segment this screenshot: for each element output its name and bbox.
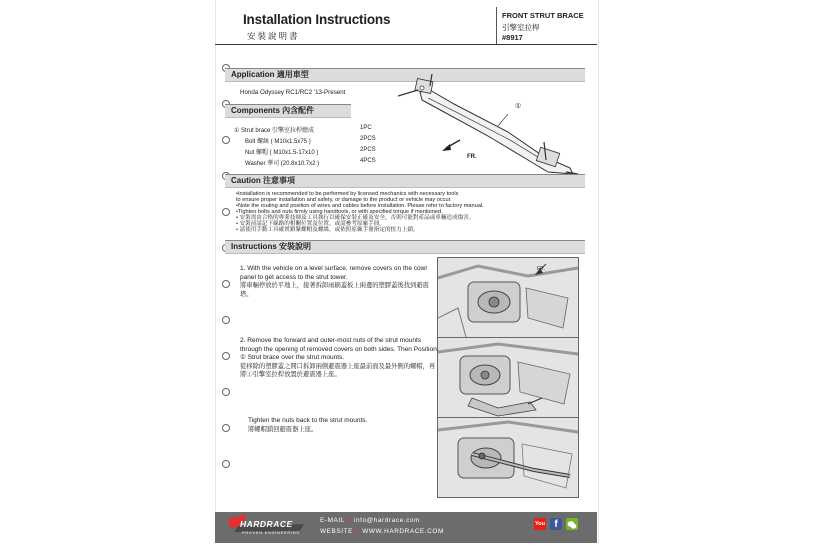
caution-heading: Caution 注意事項: [231, 176, 295, 185]
component-name: Nut 螺帽 ( M10x1.5-17x10 ): [245, 150, 319, 156]
application-vehicle: Honda Odyssey RC1/RC2 '13-Present: [240, 89, 346, 96]
brand-tagline: PROVEN ENGINEERING: [242, 531, 301, 535]
strut-brace-illustration: [398, 64, 582, 184]
header-rule: [215, 44, 597, 45]
hardrace-logo: [228, 514, 308, 545]
facebook-icon[interactable]: f: [550, 518, 562, 530]
step-text: 1. With the vehicle on a level surface, remove covers on the cowl panel to get access to the strut tower.: [240, 265, 427, 281]
product-code: #8917: [502, 33, 523, 42]
component-name: Bolt 螺絲 ( M10x1.5x75 ): [245, 139, 311, 145]
component-qty: 2PCS: [360, 136, 376, 142]
page-title-zh: 安裝說明書: [247, 31, 300, 41]
component-qty: 1PC: [360, 125, 372, 131]
email-link[interactable]: info@hardrace.com: [353, 517, 420, 524]
component-name: Washer 華司 (20.8x10.7x2 ): [245, 161, 320, 167]
brand-name: HARDRACE: [240, 519, 293, 529]
component-qty: 4PCS: [360, 158, 376, 164]
photo-front-label: FR.: [537, 266, 546, 272]
step-1-photo: [437, 257, 579, 338]
website-line: WEBSITE ● WWW.HARDRACE.COM: [320, 528, 444, 535]
youtube-icon[interactable]: You: [534, 518, 546, 530]
step-text-zh: 將車輛停放於平地上，接著拆卸雨刷蓋板上兩邊的塑膠蓋後找到避震塔。: [240, 282, 429, 298]
product-name-zh: 引擎室拉桿: [502, 23, 540, 32]
caution-line: •Tighten bolts and nuts firmly using handtools, or with specified torque if mentioned.: [236, 209, 443, 215]
components-heading: Components 內含配件: [231, 106, 315, 115]
instruction-step-1: [240, 265, 437, 299]
caution-line: • 安裝前請記下線路的相關位置及位置，或請參考原廠手冊。: [236, 221, 385, 227]
caution-line: •Note the routing and position of wires and cables before installation. Please refer to factory manual.: [236, 203, 484, 209]
step-text: 2. Remove the forward and outer-most nuts of the strut mounts through the opening of removed covers on both sides. Then Position ① Strut brace over the strut mounts.: [240, 337, 437, 362]
component-qty: 2PCS: [360, 147, 376, 153]
caution-line: to ensure proper installation and safety, or damage to the product or vehicle may occur.: [236, 197, 452, 203]
step-text-zh: 從移除的塑膠蓋之開口拆卸兩側避震器上座最前面及最外側的螺帽，再將①引擎室拉桿放置於避震器上座。: [240, 362, 436, 379]
wechat-icon[interactable]: [566, 518, 578, 530]
product-name: FRONT STRUT BRACE: [502, 11, 584, 20]
step-text-zh: 將螺帽鎖回避震器上座。: [248, 425, 318, 433]
instruction-step-2: [240, 337, 437, 380]
website-label: WEBSITE: [320, 528, 353, 535]
header-divider: [496, 7, 497, 45]
binder-holes: [220, 64, 232, 494]
instructions-heading: Instructions 安裝說明: [231, 242, 312, 251]
callout-marker: ①: [515, 103, 522, 110]
step-3-photo: [437, 417, 579, 498]
email-line: E-MAIL ● info@hardrace.com: [320, 517, 420, 524]
instruction-step-3: [248, 417, 445, 434]
website-link[interactable]: WWW.HARDRACE.COM: [362, 528, 444, 535]
front-arrow-label: FR.: [467, 154, 477, 160]
component-name: ① Strut brace 引擎室拉桿總成: [234, 128, 315, 134]
caution-line: • 請使用手動工具確實鎖緊螺帽及螺絲，或依照原廠手冊指定的扭力上鎖。: [236, 227, 419, 233]
step-text: Tighten the nuts back to the strut mounts.: [248, 417, 368, 424]
page-title: Installation Instructions: [243, 12, 391, 27]
caution-line: •Installation is recommended to be performed by licensed mechanics with necessary tools: [236, 191, 459, 197]
application-heading: Application 適用車型: [231, 70, 309, 79]
step-2-photo: [437, 337, 579, 418]
email-label: E-MAIL: [320, 517, 345, 524]
caution-line: • 安裝需由合格的專業技師及工具執行以確保安裝正確及安全，否則可能對產品或車輛造成傷害。: [236, 215, 475, 221]
